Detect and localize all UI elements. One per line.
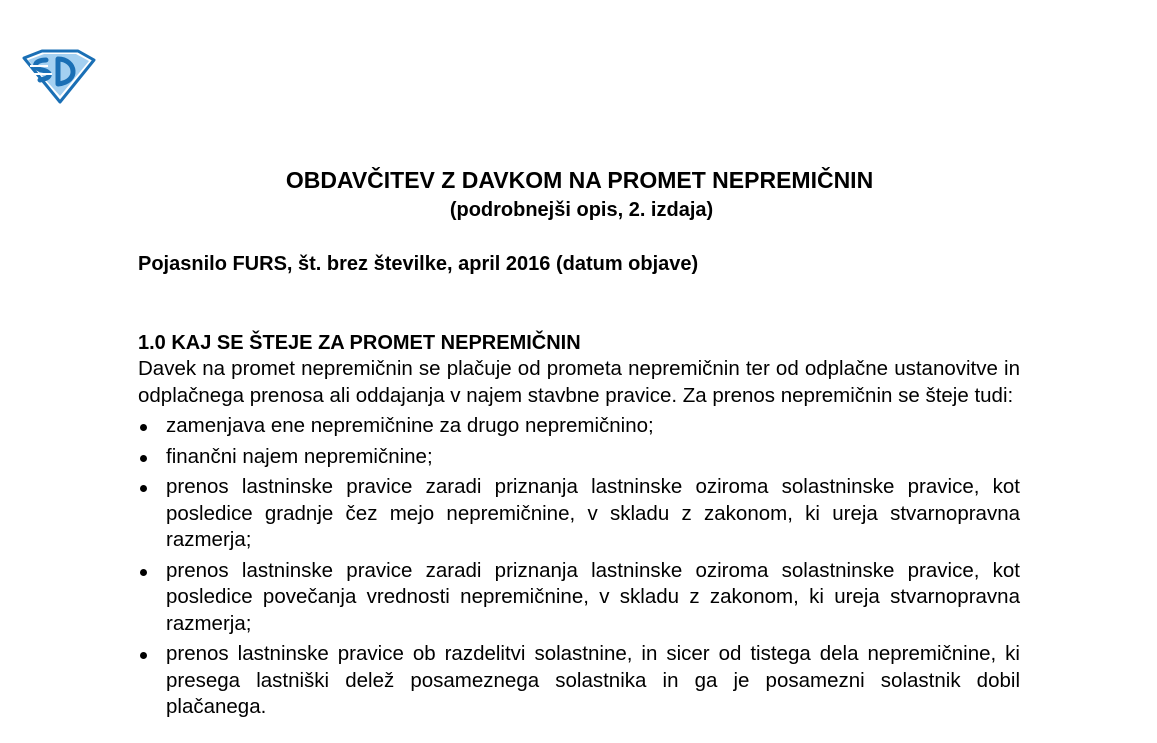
document-subtitle: (podrobnejši opis, 2. izdaja) xyxy=(449,199,714,221)
list-item-text: finančni najem nepremičnine; xyxy=(166,444,433,468)
bullet-icon xyxy=(140,424,147,431)
list-item-text: prenos lastninske pravice zaradi priznanja lastninske oziroma solastninske pravice, kot posledice gradnje čez mejo nepremičnine, v skladu z zakonom, ki ureja stvarnopravna razmerja; xyxy=(166,475,1020,551)
list-item xyxy=(138,474,1020,554)
list-item xyxy=(138,558,1020,638)
section-intro: Davek na promet nepremičnin se plačuje od prometa nepremičnin ter od odplačne ustanovitve in odplačnega prenosa ali oddajanja v najem stavbne pravice. Za prenos nepremičnin se šteje tudi: xyxy=(138,357,1020,407)
sd-logo xyxy=(22,48,96,104)
list-item xyxy=(138,413,1020,440)
bullet-list xyxy=(138,413,1020,721)
shield-logo-icon xyxy=(22,48,96,104)
list-item xyxy=(138,444,1020,471)
section-1 xyxy=(138,330,1020,721)
list-item-text: prenos lastninske pravice zaradi priznanja lastninske oziroma solastninske pravice, kot posledice povečanja vrednosti nepremičnine, v skladu z zakonom, ki ureja stvarnopravna razmerja; xyxy=(166,558,1020,635)
list-item-text: zamenjava ene nepremičnine za drugo nepremičnino; xyxy=(166,414,654,437)
section-heading: 1.0 KAJ SE ŠTEJE ZA PROMET NEPREMIČNIN xyxy=(138,332,581,354)
bullet-icon xyxy=(140,455,147,462)
bullet-icon xyxy=(140,652,147,659)
list-item-text: prenos lastninske pravice ob razdelitvi solastnine, in sicer od tistega dela nepremičnine, ki presega lastniški delež posameznega solastnika in ga je posamezni solastnik dobil plačanega. xyxy=(166,642,1020,718)
bullet-icon xyxy=(140,485,147,492)
document-reference: Pojasnilo FURS, št. brez številke, april 2016 (datum objave) xyxy=(138,253,699,275)
bullet-icon xyxy=(140,569,147,576)
list-item xyxy=(138,641,1020,721)
document-title: OBDAVČITEV Z DAVKOM NA PROMET NEPREMIČNIN xyxy=(285,167,874,193)
